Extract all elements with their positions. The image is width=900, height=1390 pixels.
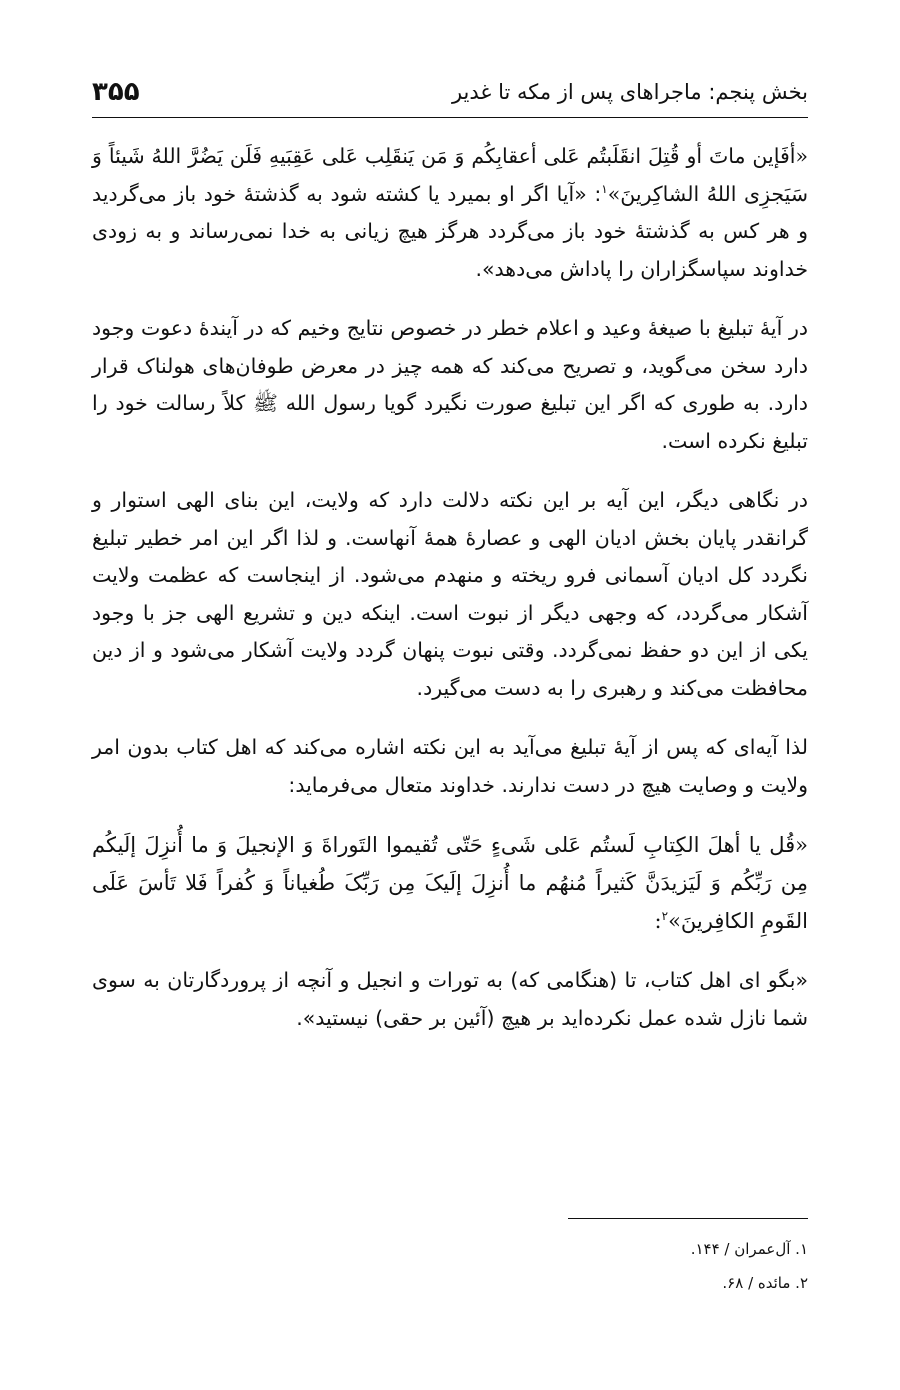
footnotes [92,1232,808,1300]
page-number: ۳۵۵ [92,77,140,107]
footnote-1: ۱. آل‌عمران / ۱۴۴. [690,1240,808,1258]
paragraph-3: در نگاهی دیگر، این آیه بر این نکته دلالت دارد که ولایت، این بنای الهی استوار و گرانقدر پایان بخش ادیان الهی و عصارهٔ همهٔ آنهاست. و لذا اگر این امر خطیر تبلیغ نگردد کل ادیان آسمانی فرو ریخته و منهدم می‌شود. از اینجاست که عظمت ولایت آشکار می‌گردد، که وجهی دیگر از نبوت است. اینکه دین و تشریع الهی جز با وجود یکی از این دو حفظ نمی‌گردد. وقتی نبوت پنهان گردد ولایت آشکار می‌شود و از دین محافظت می‌کند و رهبری را به دست می‌گیرد. [92,488,808,700]
chapter-title: بخش پنجم: ماجراهای پس از مکه تا غدیر [451,80,808,104]
footnote-ref-1: ۱ [601,181,608,196]
page-body [92,138,808,1059]
book-page [92,0,808,1390]
paragraph-1 [92,138,808,288]
verse-colon: : [654,909,662,933]
running-header [92,70,808,114]
quran-verse-1: «أفَإین ماتَ أو قُتِلَ انقَلَبتُم عَلی أعقابِکُم وَ مَن یَنقَلِب عَلی عَقِبَیهِ فَلَن یَضُرَّ اللهُ شَیئاً وَ سَیَجزِی اللهُ الشاکِرینَ» [92,144,808,206]
translation-1: : «آیا اگر او بمیرد یا کشته شود به گذشتهٔ خود باز می‌گردید و هر کس به گذشتهٔ خود باز می‌گردد هرگز هیچ زیانی به خدا نمی‌رساند و به زودی خداوند سپاسگزاران را پاداش می‌دهد». [92,181,808,281]
header-divider [92,117,808,118]
paragraph-6: «بگو ای اهل کتاب، تا (هنگامی که) به تورات و انجیل و آنچه از پروردگارتان به سوی شما نازل شده عمل نکرده‌اید بر هیچ (آئین بر حقی) نیستید». [92,968,808,1030]
paragraph-5 [92,826,808,940]
footnote-2: ۲. مائده / ۶۸. [722,1274,808,1292]
paragraph-4: لذا آیه‌ای که پس از آیهٔ تبلیغ می‌آید به این نکته اشاره می‌کند که اهل کتاب بدون امر ولایت و وصایت هیچ در دست ندارند. خداوند متعال می‌فرماید: [92,735,808,797]
quran-verse-2: «قُل یا أهلَ الکِتابِ لَستُم عَلی شَیءٍ حَتّی تُقیموا التَوراةَ وَ الإنجیلَ وَ ما أُنزِلَ إلَیکُم مِن رَبِّکُم وَ لَیَزیدَنَّ کَثیراً مُنهُم ما أُنزِلَ إلَیکَ مِن رَبِّکَ طُغیاناً وَ کُفراً فَلا تَأسَ عَلَی القَومِ الکافِرینَ» [92,833,808,933]
paragraph-2: در آیهٔ تبلیغ با صیغهٔ وعید و اعلام خطر در خصوص نتایج وخیم که در آیندهٔ دعوت وجود دارد سخن می‌گوید، و تصریح می‌کند که همه چیز در معرض طوفان‌های هولناک قرار دارد. به طوری که اگر این تبلیغ صورت نگیرد گویا رسول الله ﷺ کلاً رسالت خود را تبلیغ نکرده است. [92,316,808,453]
footnote-divider [568,1218,808,1219]
footnote-ref-2: ۲ [661,909,669,923]
